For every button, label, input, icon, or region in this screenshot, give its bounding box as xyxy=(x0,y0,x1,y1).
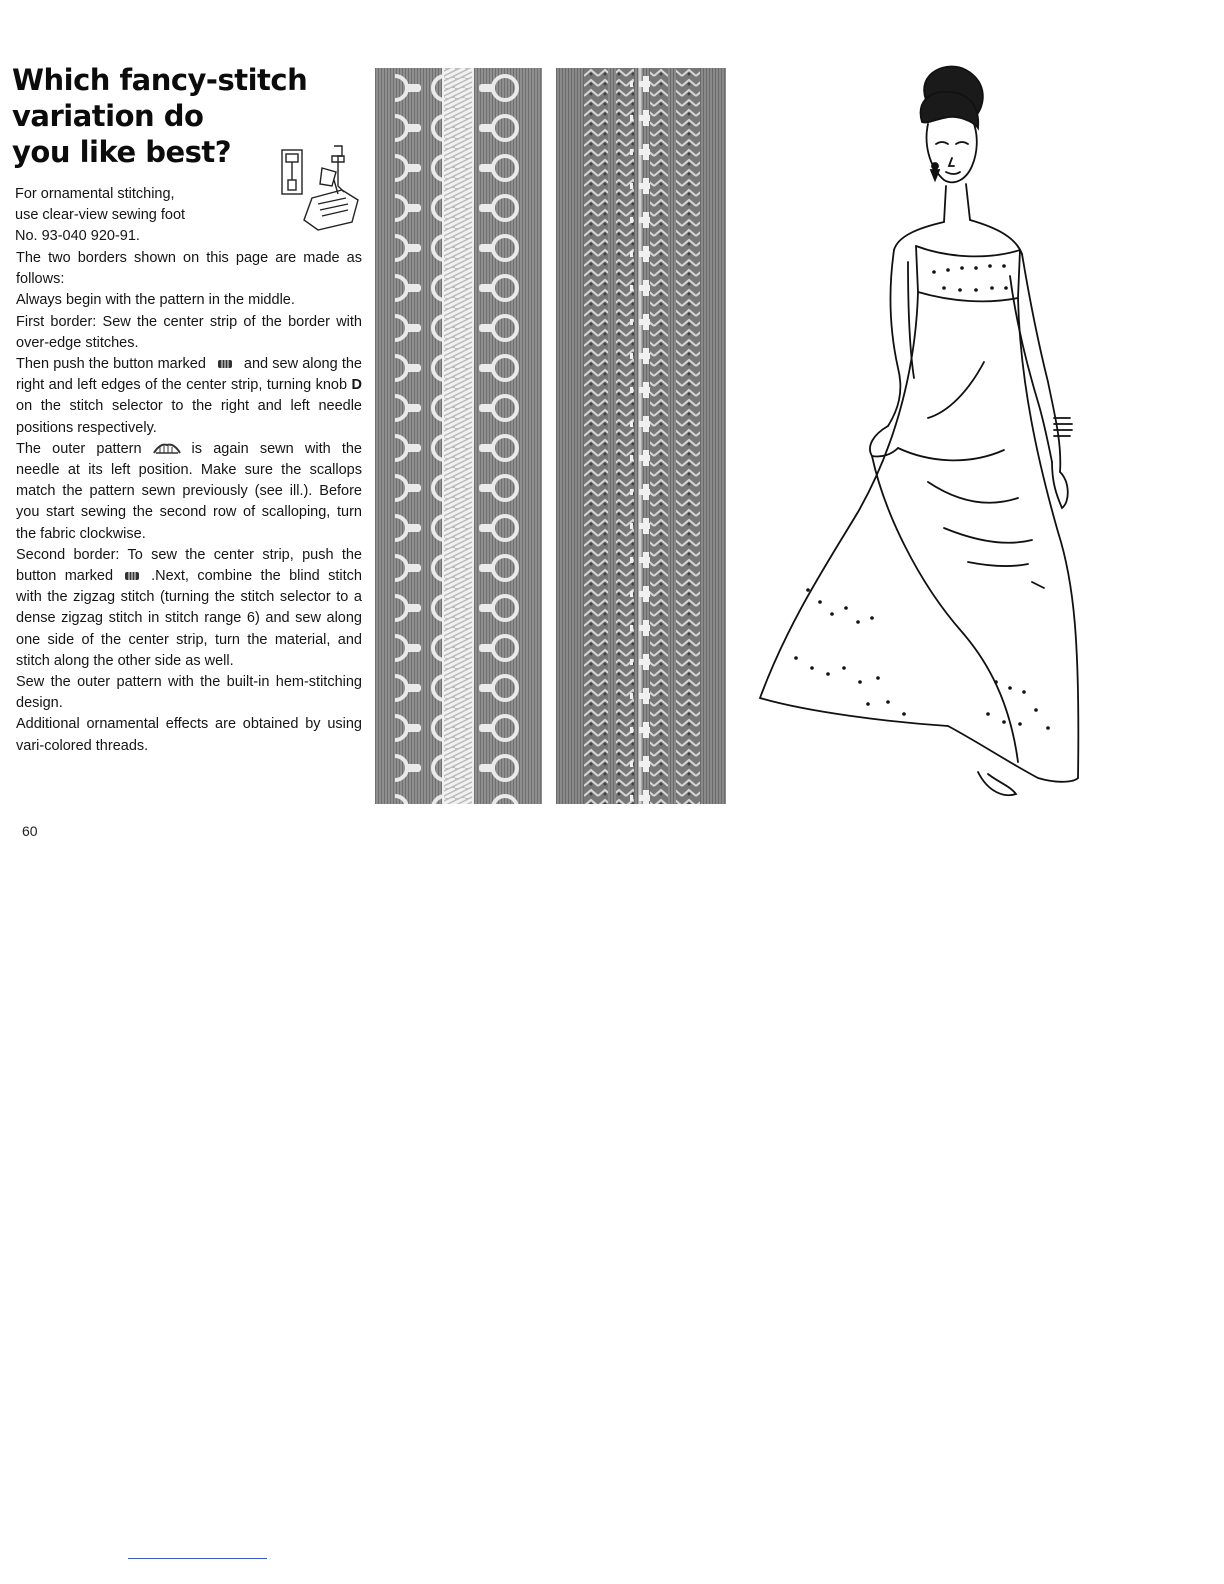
paragraph: First border: Sew the center strip of the border with over-edge stitches. xyxy=(16,313,362,351)
paragraph: Always begin with the pattern in the middle. xyxy=(16,292,295,309)
text-run: on the stitch selector to the right and left needle positions respectively. xyxy=(16,398,362,436)
paragraph: Additional ornamental effects are obtained by using vari-colored threads. xyxy=(16,716,362,754)
footer-divider xyxy=(128,1558,267,1559)
paragraph xyxy=(16,439,362,545)
presser-foot-icon xyxy=(262,140,362,240)
first-border-photo xyxy=(375,68,542,804)
paragraph xyxy=(16,354,362,439)
title-line-1: Which fancy-stitch xyxy=(12,63,308,97)
page-number: 60 xyxy=(22,823,38,839)
text-run: is again sewn with the needle at its left position. Make sure the scallops match the pattern sewn previously (see ill.). Before you start sewing the second row of scalloping, turn the fabric clockwise. xyxy=(16,440,362,542)
text-run: The outer pattern xyxy=(16,440,142,457)
text-run: .Next, combine the blind stitch with the zigzag stitch (turning the stitch selector to a dense zigzag stitch in stitch range 6) and sew along one side of the center strip, turn the material, and stitch along the other side as well. xyxy=(16,568,362,669)
stitch-button-icon xyxy=(123,570,141,582)
intro-text xyxy=(15,184,255,247)
paragraph xyxy=(16,545,362,672)
text-run: Then push the button marked xyxy=(16,356,206,373)
title-line-2: variation do xyxy=(12,99,204,133)
intro-line: No. 93-040 920-91. xyxy=(15,228,140,244)
text-run: Second border: To sew the center strip, push the button marked xyxy=(16,546,362,585)
instructions xyxy=(16,248,362,757)
evening-gown-illustration xyxy=(748,62,1100,812)
intro-line: use clear-view sewing foot xyxy=(15,207,186,223)
intro-line: For ornamental stitching, xyxy=(15,186,175,202)
second-border-photo xyxy=(556,68,726,804)
paragraph: The two borders shown on this page are made as follows: xyxy=(16,250,362,288)
knob-letter: D xyxy=(351,377,362,394)
scallop-stitch-icon xyxy=(152,443,182,455)
title-line-3: you like best? xyxy=(12,135,232,169)
text-run: and sew along the right and left edges of the center strip, turning knob xyxy=(16,356,362,394)
paragraph: Sew the outer pattern with the built-in hem-stitching design. xyxy=(16,674,362,712)
stitch-button-icon xyxy=(216,358,234,370)
